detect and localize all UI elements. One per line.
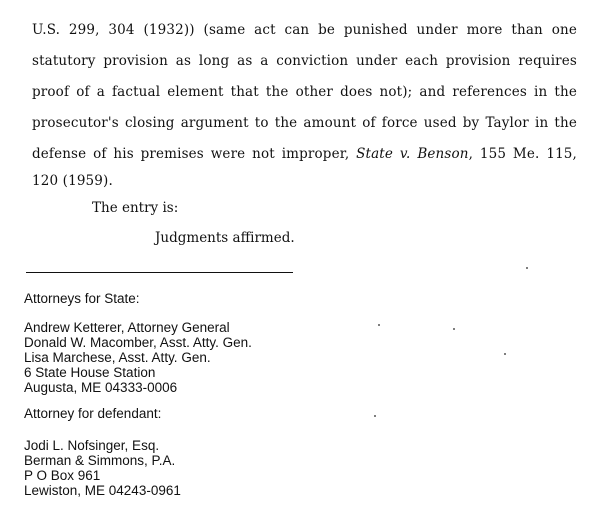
opinion-line-1: U.S. 299, 304 (1932)) (same act can be punished under more than one	[32, 22, 577, 38]
case-citation-reporter: , 155 Me. 115,	[468, 146, 577, 162]
defendant-attorney-heading: Attorney for defendant:	[24, 406, 162, 421]
opinion-line-2: statutory provision as long as a conviction under each provision requires	[32, 53, 577, 69]
scan-speck	[378, 324, 380, 326]
opinion-line-4: prosecutor's closing argument to the amount of force used by Taylor in the	[32, 115, 577, 131]
opinion-line-5-text: defense of his premises were not improper,	[32, 146, 357, 162]
entry-intro: The entry is:	[92, 200, 179, 216]
defendant-attorney-line: P O Box 961	[24, 468, 101, 483]
separator-rule	[26, 272, 293, 273]
defendant-attorney-block	[24, 438, 181, 498]
opinion-line-3: proof of a factual element that the other does not); and references in the	[32, 84, 577, 100]
defendant-attorney-line: Lewiston, ME 04243-0961	[24, 483, 181, 498]
state-attorney-line: Andrew Ketterer, Attorney General	[24, 320, 230, 335]
defendant-attorney-line: Jodi L. Nofsinger, Esq.	[24, 438, 160, 453]
scan-speck	[504, 353, 506, 355]
scan-speck	[526, 267, 528, 269]
state-attorney-line: 6 State House Station	[24, 365, 156, 380]
state-attorneys-heading: Attorneys for State:	[24, 291, 140, 306]
defendant-attorney-line: Berman & Simmons, P.A.	[24, 453, 176, 468]
state-attorney-line: Lisa Marchese, Asst. Atty. Gen.	[24, 350, 211, 365]
case-citation-name: State v. Benson	[356, 146, 469, 162]
state-attorney-line: Donald W. Macomber, Asst. Atty. Gen.	[24, 335, 252, 350]
state-attorney-line: Augusta, ME 04333-0006	[24, 380, 178, 395]
state-attorneys-block	[24, 320, 252, 395]
opinion-line-6: 120 (1959).	[32, 173, 113, 189]
opinion-line-5	[32, 146, 577, 162]
judgment-result: Judgments affirmed.	[155, 230, 295, 246]
scan-speck	[374, 415, 376, 417]
scan-speck	[453, 328, 455, 330]
